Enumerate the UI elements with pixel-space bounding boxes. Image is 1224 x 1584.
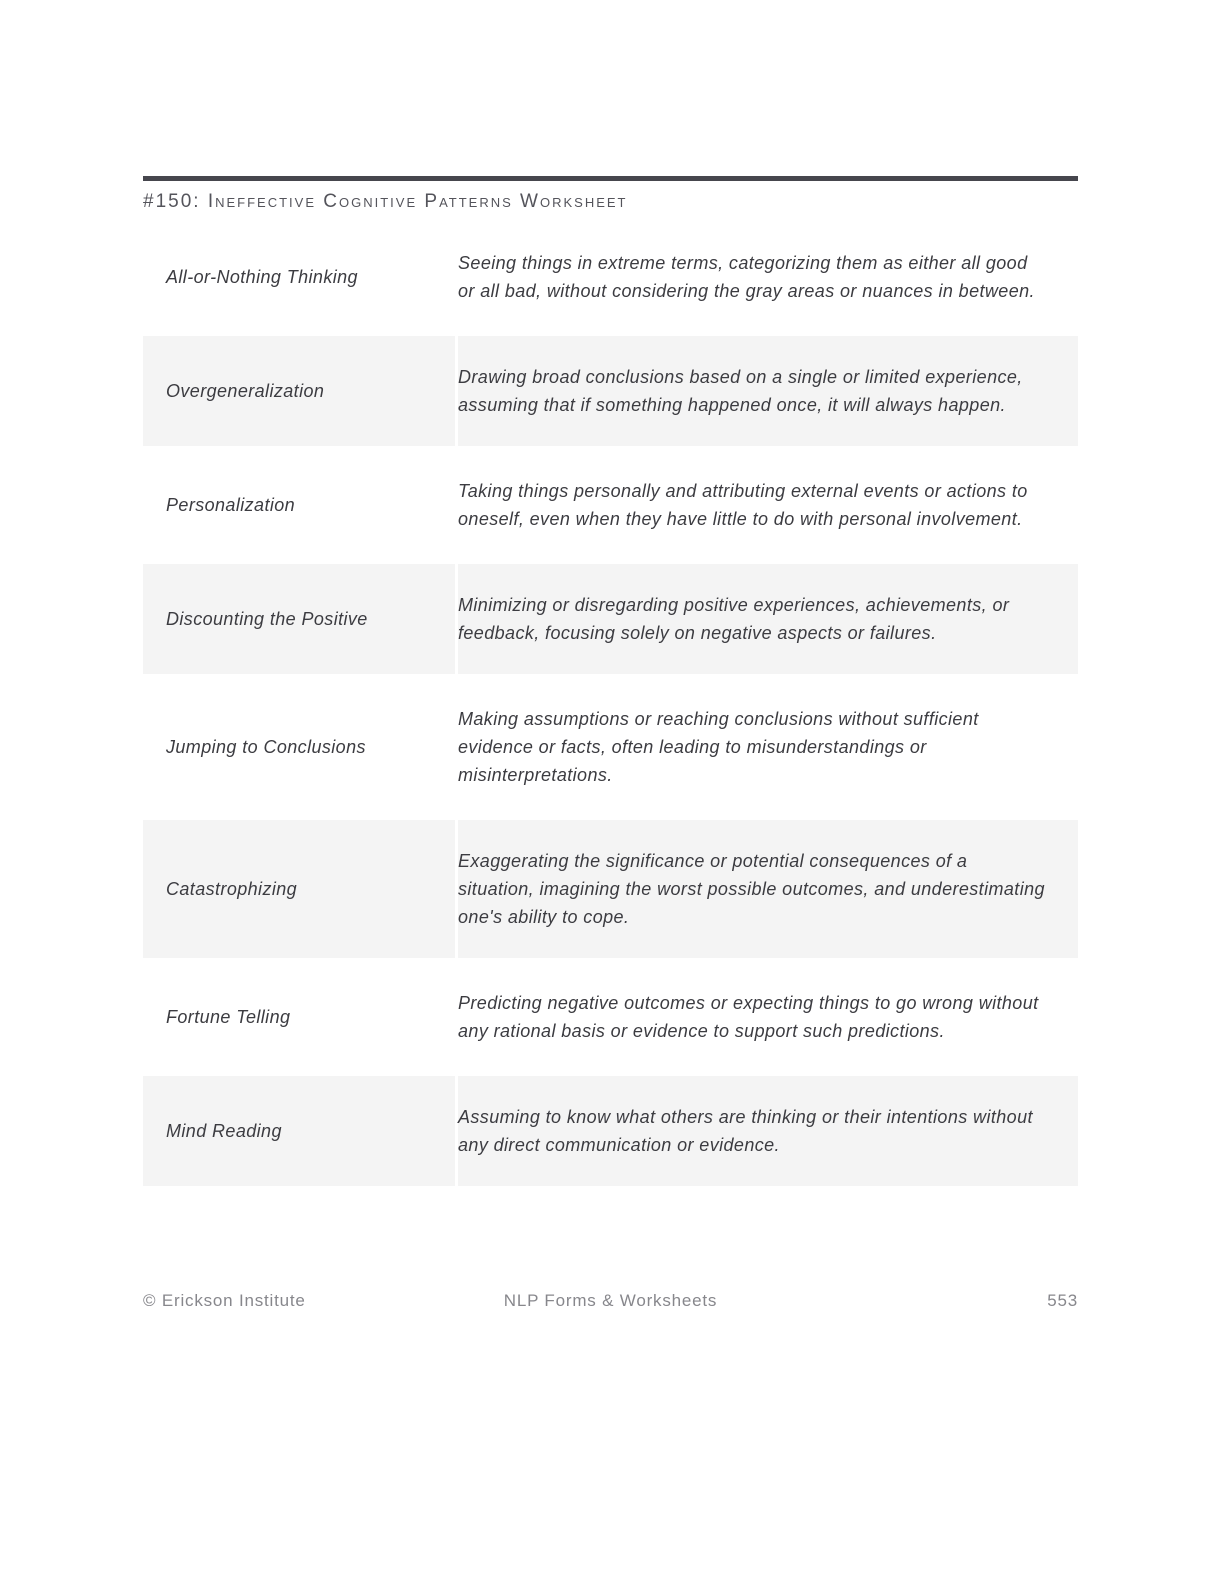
table-row <box>143 678 1078 816</box>
pattern-description-cell: Seeing things in extreme terms, categorizing them as either all good or all bad, without considering the gray areas or nuances in between. <box>458 253 1035 301</box>
patterns-table <box>143 222 1078 1186</box>
table-row <box>143 962 1078 1072</box>
pattern-description-cell: Making assumptions or reaching conclusions without sufficient evidence or facts, often leading to misunderstandings or misinterpretations. <box>458 709 979 785</box>
footer-page-number: 553 <box>1047 1291 1078 1310</box>
pattern-description-cell: Drawing broad conclusions based on a single or limited experience, assuming that if something happened once, it will always happen. <box>458 336 1078 446</box>
pattern-description-cell: Assuming to know what others are thinking or their intentions without any direct communication or evidence. <box>458 1076 1078 1186</box>
pattern-name-cell: Jumping to Conclusions <box>166 737 366 757</box>
pattern-description-cell: Taking things personally and attributing external events or actions to oneself, even when they have little to do with personal involvement. <box>458 481 1028 529</box>
pattern-name-cell: Discounting the Positive <box>143 564 455 674</box>
pattern-description-cell: Exaggerating the significance or potential consequences of a situation, imagining the worst possible outcomes, and underestimating one's ability to cope. <box>458 820 1078 958</box>
table-row <box>143 450 1078 560</box>
page-title: #150: Ineffective Cognitive Patterns Worksheet <box>143 191 628 212</box>
pattern-name-cell: Overgeneralization <box>143 336 455 446</box>
footer-book-title: NLP Forms & Worksheets <box>503 1291 718 1310</box>
table-row <box>143 1076 1078 1186</box>
footer-copyright: © Erickson Institute <box>143 1291 306 1310</box>
header-rule <box>143 176 1078 181</box>
page-footer <box>143 1291 1078 1311</box>
pattern-name-cell: Fortune Telling <box>166 1007 291 1027</box>
pattern-name-cell: Personalization <box>166 495 296 515</box>
table-row <box>143 336 1078 446</box>
pattern-name-cell: All-or-Nothing Thinking <box>166 267 358 287</box>
pattern-description-cell: Minimizing or disregarding positive experiences, achievements, or feedback, focusing solely on negative aspects or failures. <box>458 564 1078 674</box>
pattern-description-cell: Predicting negative outcomes or expecting things to go wrong without any rational basis or evidence to support such predictions. <box>458 993 1039 1041</box>
pattern-name-cell: Catastrophizing <box>143 820 455 958</box>
pattern-name-cell: Mind Reading <box>143 1076 455 1186</box>
page-content <box>143 0 1078 1311</box>
table-row <box>143 222 1078 332</box>
table-row <box>143 564 1078 674</box>
table-row <box>143 820 1078 958</box>
